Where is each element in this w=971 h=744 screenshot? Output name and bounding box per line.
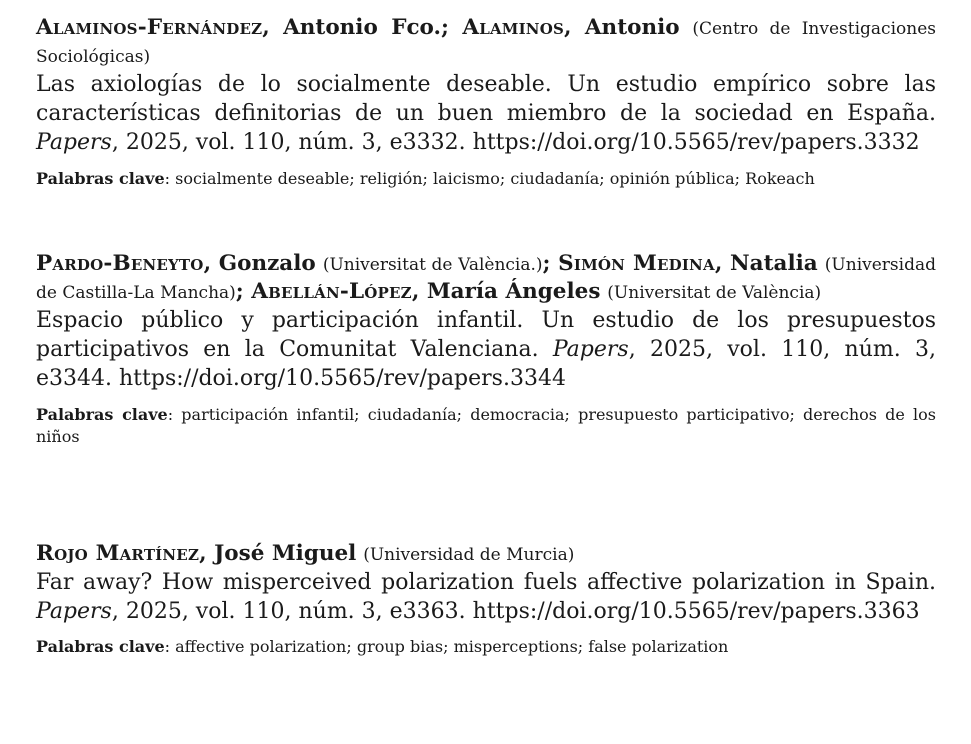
author-surname: Alaminos bbox=[462, 15, 565, 40]
author-line: Rojo Martínez, José Miguel (Universidad de Murcia) bbox=[36, 541, 575, 566]
author-given-name: Antonio bbox=[584, 15, 680, 40]
citation-details: , 2025, vol. 110, núm. 3, e3332. bbox=[111, 130, 466, 156]
doi-link[interactable]: https://doi.org/10.5565/rev/papers.3344 bbox=[119, 366, 566, 392]
keywords-line bbox=[36, 636, 936, 658]
author-given-name: María Ángeles bbox=[426, 278, 601, 304]
article-reference bbox=[36, 70, 936, 158]
keywords-list: : affective polarization; group bias; misperceptions; false polarization bbox=[164, 637, 729, 657]
bibliography-entry bbox=[36, 540, 936, 659]
author-line: Alaminos-Fernández, Antonio Fco.; Alaminos, Antonio (Centro de Investigaciones Sociológicas) bbox=[36, 15, 936, 67]
author-affiliation: (Universitat de València) bbox=[607, 282, 822, 303]
author-surname: Abellán-López bbox=[251, 278, 412, 304]
author-surname: Simón Medina bbox=[558, 251, 715, 276]
article-reference bbox=[36, 306, 936, 394]
article-title: Far away? How misperceived polarization fuels affective polarization in Spain. bbox=[36, 569, 936, 595]
keywords-line bbox=[36, 168, 936, 190]
author-given-name: Antonio Fco. bbox=[283, 15, 441, 40]
keywords-list: : socialmente deseable; religión; laicismo; ciudadanía; opinión pública; Rokeach bbox=[164, 168, 815, 188]
journal-name: Papers bbox=[36, 130, 112, 156]
keywords-label: Palabras clave bbox=[36, 637, 165, 657]
author-line: Pardo-Beneyto, Gonzalo (Universitat de València.); Simón Medina, Natalia (Universidad de Castilla-La Mancha); Abellán-López, María Ángeles (Universitat de València) bbox=[36, 251, 936, 304]
article-reference bbox=[36, 568, 936, 627]
journal-name: Papers bbox=[552, 337, 629, 363]
author-given-name: José Miguel bbox=[214, 541, 357, 566]
keywords-label: Palabras clave bbox=[36, 168, 165, 188]
author-affiliation: (Universidad de Castilla-La Mancha) bbox=[36, 255, 936, 303]
bibliography-entry bbox=[36, 14, 936, 190]
article-title: Espacio público y participación infantil. Un estudio de los presupuestos participativos en la Comunitat Valenciana. bbox=[36, 307, 936, 363]
author-surname: Rojo Martínez bbox=[36, 541, 200, 566]
author-given-name: Natalia bbox=[730, 251, 818, 276]
doi-link[interactable]: https://doi.org/10.5565/rev/papers.3332 bbox=[472, 130, 920, 156]
author-affiliation: (Centro de Investigaciones Sociológicas) bbox=[36, 19, 936, 67]
citation-details: , 2025, vol. 110, núm. 3, e3363. bbox=[111, 599, 466, 625]
keywords-line bbox=[36, 404, 936, 449]
journal-name: Papers bbox=[36, 599, 112, 625]
citation-details: , 2025, vol. 110, núm. 3, e3344. bbox=[36, 337, 936, 392]
doi-link[interactable]: https://doi.org/10.5565/rev/papers.3363 bbox=[472, 599, 920, 625]
author-affiliation: (Universitat de València.) bbox=[322, 255, 543, 275]
author-surname: Pardo-Beneyto bbox=[36, 251, 204, 276]
author-given-name: Gonzalo bbox=[218, 251, 316, 276]
author-affiliation: (Universidad de Murcia) bbox=[363, 545, 575, 565]
bibliography-entry bbox=[36, 250, 936, 448]
article-title: Las axiologías de lo socialmente deseable. Un estudio empírico sobre las características definitorias de un buen miembro de la sociedad en España. bbox=[36, 71, 936, 127]
keywords-label: Palabras clave bbox=[36, 404, 168, 424]
author-surname: Alaminos-Fernández bbox=[36, 15, 263, 40]
keywords-list: : participación infantil; ciudadanía; democracia; presupuesto participativo; derechos de los niños bbox=[36, 404, 936, 447]
